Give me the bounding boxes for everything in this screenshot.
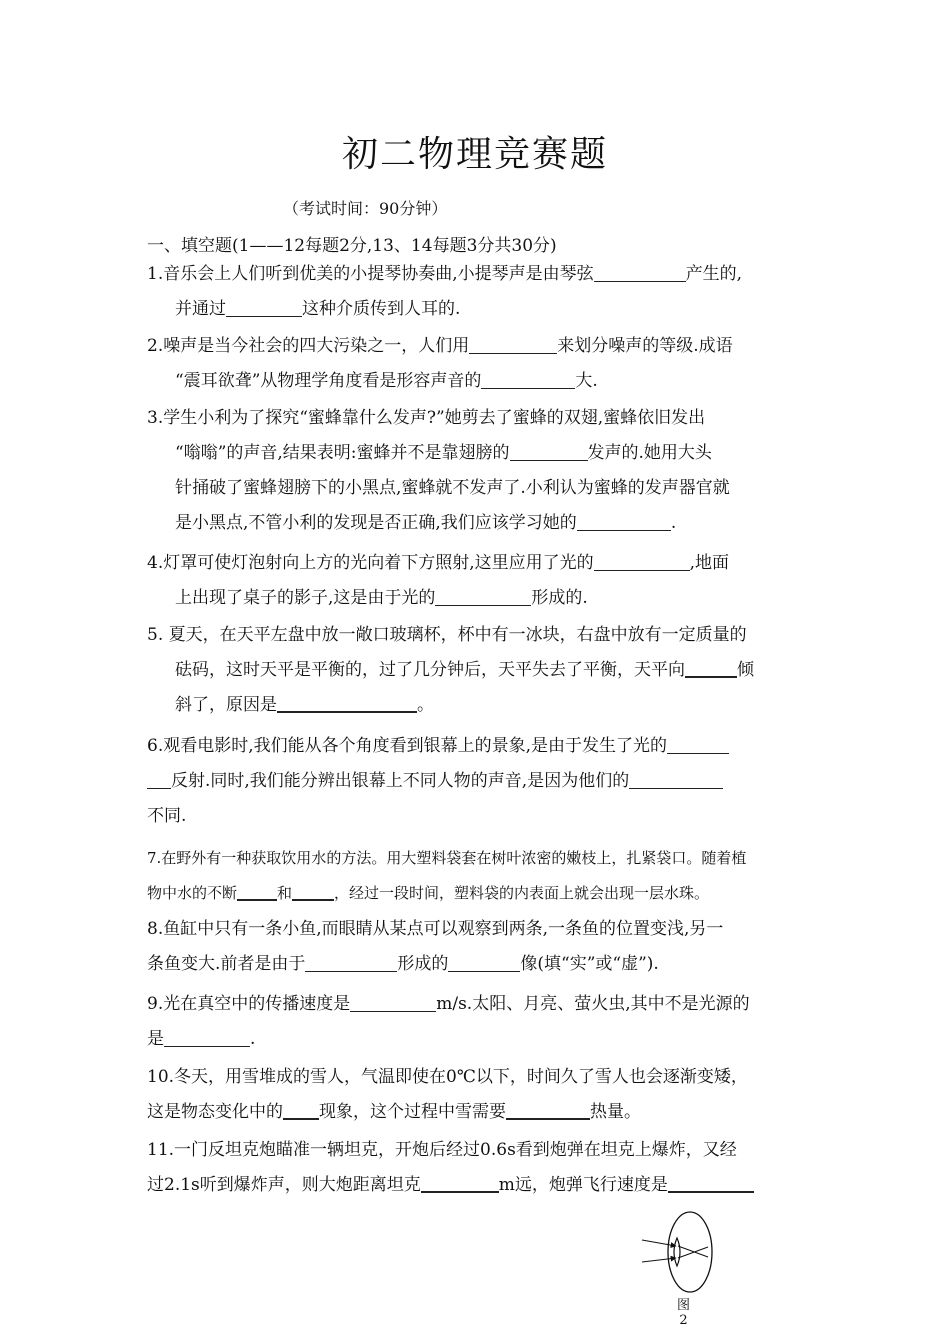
figure-label-number: 2 [679, 1313, 688, 1328]
q6-blank-1a[interactable] [667, 735, 729, 754]
figure-label [677, 1298, 690, 1328]
q8-text-b: 条鱼变大.前者是由于 [147, 954, 306, 974]
q5-blank-2[interactable] [277, 693, 417, 713]
q11-text-c: m远，炮弹飞行速度是 [498, 1175, 668, 1195]
q1-text-b: 产生的, [685, 264, 743, 284]
q2-text-d: 大. [575, 371, 598, 391]
eye-diagram-figure [640, 1205, 720, 1300]
q6-text-b: 反射.同时,我们能分辨出银幕上不同人物的声音,是因为他们的 [171, 771, 630, 791]
q11-text-b: 过2.1s听到爆炸声，则大炮距离坦克 [147, 1175, 421, 1195]
q8-blank-2[interactable] [448, 953, 520, 972]
q1-blank-2[interactable] [226, 298, 302, 317]
q9-text-c: 是 [147, 1029, 164, 1049]
figure-label-char: 图 [677, 1298, 691, 1313]
q4-text-a: 4.灯罩可使灯泡射向上方的光向着下方照射,这里应用了光的 [147, 553, 594, 573]
q9-text-a: 9.光在真空中的传播速度是 [147, 994, 351, 1014]
question-3 [147, 401, 809, 541]
light-ray-upper [642, 1240, 676, 1246]
q6-blank-2[interactable] [629, 770, 723, 789]
question-7 [147, 841, 809, 911]
q6-blank-1b[interactable] [147, 770, 171, 789]
question-11 [147, 1133, 809, 1203]
q1-text-c: 并通过 [175, 299, 226, 319]
question-10 [147, 1060, 809, 1130]
q3-text-b: “嗡嗡”的声音,结果表明:蜜蜂并不是靠翅膀的 [175, 443, 510, 463]
q5-text-b: 砝码，这时天平是平衡的，过了几分钟后，天平失去了平衡，天平向 [175, 660, 685, 680]
q7-text-b: 物中水的不断 [147, 884, 238, 902]
q9-blank-2[interactable] [164, 1028, 250, 1047]
q3-blank-1[interactable] [510, 442, 588, 461]
q2-text-c: “震耳欲聋”从物理学角度看是形容声音的 [175, 371, 482, 391]
q7-blank-2[interactable] [292, 881, 334, 901]
q4-text-d: 形成的. [531, 588, 588, 608]
q5-text-d: 斜了，原因是 [175, 695, 277, 715]
q10-blank-1[interactable] [283, 1100, 319, 1120]
q4-text-b: ,地面 [689, 553, 730, 573]
q2-blank-1[interactable] [469, 335, 557, 354]
q5-text-a: 5. 夏天，在天平左盘中放一敞口玻璃杯，杯中有一冰块，右盘中放有一定质量的 [147, 625, 747, 645]
q7-blank-1[interactable] [237, 881, 277, 901]
q3-text-f: . [670, 513, 677, 533]
q8-text-a: 8.鱼缸中只有一条小鱼,而眼睛从某点可以观察到两条,一条鱼的位置变浅,另一 [147, 919, 724, 939]
lens-shape [674, 1238, 680, 1266]
q9-text-d: . [250, 1029, 256, 1049]
q5-text-e: 。 [417, 695, 434, 715]
q2-text-b: 来划分噪声的等级.成语 [557, 336, 733, 356]
question-5 [147, 618, 809, 723]
q8-blank-1[interactable] [305, 953, 397, 972]
q11-text-a: 11.一门反坦克炮瞄准一辆坦克，开炮后经过0.6s看到炮弹在坦克上爆炸，又经 [147, 1140, 737, 1160]
q10-text-b: 这是物态变化中的 [147, 1102, 283, 1122]
q7-text-d: ，经过一段时间，塑料袋的内表面上就会出现一层水珠。 [334, 884, 710, 902]
q1-text-d: 这种介质传到人耳的. [302, 299, 461, 319]
question-4 [147, 546, 809, 616]
light-ray-lower [642, 1258, 676, 1262]
q2-blank-2[interactable] [481, 370, 575, 389]
q4-blank-1[interactable] [594, 552, 690, 571]
q7-text-c: 和 [277, 884, 293, 902]
refracted-ray-upper [678, 1246, 708, 1257]
question-2 [147, 329, 809, 399]
q7-text-a: 7.在野外有一种获取饮用水的方法。用大塑料袋套在树叶浓密的嫩枝上，扎紧袋口。随着植 [147, 849, 747, 867]
q8-text-c: 形成的 [397, 954, 449, 974]
q6-text-c: 不同. [147, 806, 187, 826]
q3-text-d: 针捅破了蜜蜂翅膀下的小黑点,蜜蜂就不发声了.小利认为蜜蜂的发声器官就 [175, 478, 730, 498]
q8-text-d: 像(填“实”或“虚”). [520, 954, 659, 974]
q11-blank-2[interactable] [668, 1173, 754, 1193]
q1-blank-1[interactable] [594, 263, 686, 282]
q3-text-c: 发声的.她用大头 [587, 443, 712, 463]
question-1 [147, 257, 809, 327]
question-6 [147, 729, 809, 834]
q10-text-c: 现象，这个过程中雪需要 [319, 1102, 506, 1122]
q9-text-b: m/s.太阳、月亮、萤火虫,其中不是光源的 [436, 994, 750, 1014]
q2-text-a: 2.噪声是当今社会的四大污染之一，人们用 [147, 336, 470, 356]
q3-text-e: 是小黑点,不管小利的发现是否正确,我们应该学习她的 [175, 513, 577, 533]
q5-blank-1[interactable] [685, 658, 737, 678]
refracted-ray-lower [678, 1247, 708, 1258]
q10-text-a: 10.冬天，用雪堆成的雪人，气温即使在0℃以下，时间久了雪人也会逐渐变矮， [147, 1067, 748, 1087]
q4-text-c: 上出现了桌子的影子,这是由于光的 [175, 588, 436, 608]
q4-blank-2[interactable] [435, 587, 531, 606]
q1-text-a: 1.音乐会上人们听到优美的小提琴协奏曲,小提琴声是由琴弦 [147, 264, 594, 284]
q3-blank-2[interactable] [577, 512, 671, 531]
q11-blank-1[interactable] [421, 1173, 499, 1193]
question-8 [147, 912, 809, 982]
q9-blank-1[interactable] [350, 993, 436, 1012]
q3-text-a: 3.学生小利为了探究“蜜蜂靠什么发声?”她剪去了蜜蜂的双翅,蜜蜂依旧发出 [147, 408, 706, 428]
q10-text-d: 热量。 [590, 1102, 641, 1122]
section-heading: 一、填空题(1——12每题2分,13、14每题3分共30分) [147, 236, 557, 256]
question-9 [147, 987, 809, 1057]
q10-blank-2[interactable] [506, 1100, 590, 1120]
exam-time: （考试时间：90分钟） [283, 199, 448, 218]
q5-text-c: 倾 [737, 660, 754, 680]
q6-text-a: 6.观看电影时,我们能从各个角度看到银幕上的景象,是由于发生了光的 [147, 736, 668, 756]
page-title: 初二物理竞赛题 [341, 134, 608, 175]
